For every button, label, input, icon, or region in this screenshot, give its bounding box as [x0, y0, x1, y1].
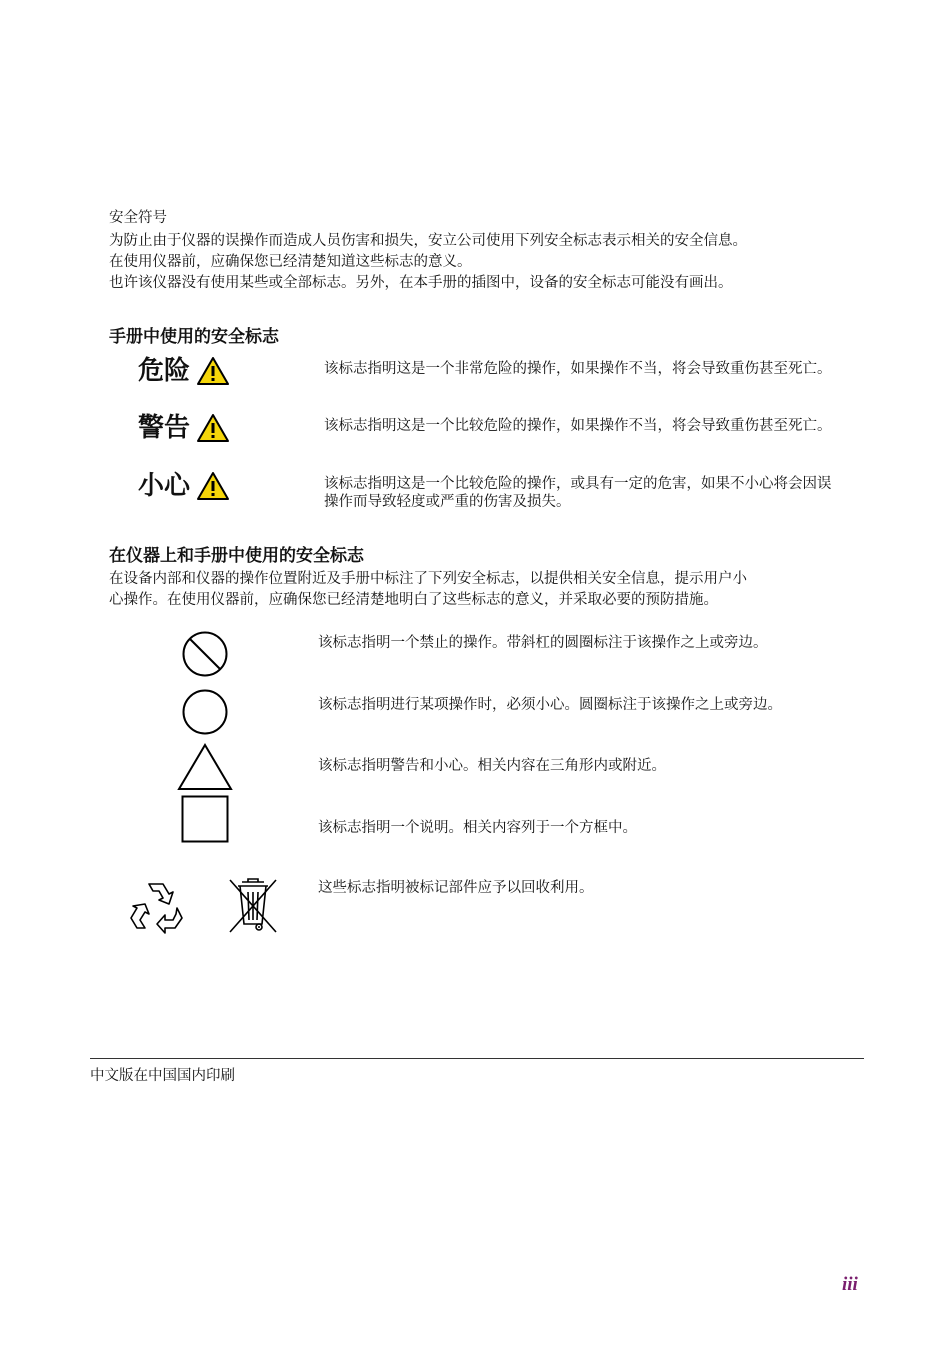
danger-word: 危险 [138, 356, 191, 386]
danger-label [138, 356, 230, 386]
warning-triangle-icon [196, 356, 230, 386]
circle-icon [181, 688, 229, 736]
footer-divider [90, 1058, 864, 1059]
weee-crossed-bin-icon [226, 876, 280, 936]
prohibited-description: 该标志指明一个禁止的操作。带斜杠的圆圈标注于该操作之上或旁边。 [318, 635, 768, 651]
caution-description: 该标志指明这是一个比较危险的操作，或具有一定的危害，如果不小心将会因误操作而导致轻度或严重的伤害及损失。 [324, 476, 832, 510]
instrument-intro-line-1: 在设备内部和仪器的操作位置附近及手册中标注了下列安全标志，以提供相关安全信息，提示用户小 [109, 571, 747, 587]
safety-symbols-title: 安全符号 [109, 210, 167, 226]
square-description: 该标志指明一个说明。相关内容列于一个方框中。 [318, 820, 637, 836]
warning-label [138, 413, 230, 443]
page-number: iii [842, 1274, 858, 1295]
manual-section-heading: 手册中使用的安全标志 [109, 327, 279, 347]
instrument-intro-line-2: 心操作。在使用仪器前，应确保您已经清楚地明白了这些标志的意义，并采取必要的预防措施。 [109, 592, 718, 608]
triangle-description: 该标志指明警告和小心。相关内容在三角形内或附近。 [318, 758, 666, 774]
warning-triangle-icon [196, 413, 230, 443]
recycle-icon [127, 878, 185, 934]
warning-description: 该标志指明这是一个比较危险的操作，如果操作不当，将会导致重伤甚至死亡。 [324, 418, 832, 434]
warning-triangle-icon [196, 471, 230, 501]
caution-word: 小心 [138, 471, 191, 501]
danger-description: 该标志指明这是一个非常危险的操作，如果操作不当，将会导致重伤甚至死亡。 [324, 361, 832, 377]
intro-line-2: 在使用仪器前，应确保您已经清楚知道这些标志的意义。 [109, 254, 472, 270]
instrument-section-heading: 在仪器上和手册中使用的安全标志 [109, 546, 364, 566]
print-location-note: 中文版在中国国内印刷 [90, 1068, 235, 1084]
warning-word: 警告 [138, 413, 191, 443]
caution-label [138, 471, 230, 501]
circle-description: 该标志指明进行某项操作时，必须小心。圆圈标注于该操作之上或旁边。 [318, 697, 782, 713]
intro-line-1: 为防止由于仪器的误操作而造成人员伤害和损失，安立公司使用下列安全标志表示相关的安全信息。 [109, 233, 747, 249]
intro-line-3: 也许该仪器没有使用某些或全部标志。另外，在本手册的插图中，设备的安全标志可能没有画出。 [109, 275, 733, 291]
prohibited-circle-icon [181, 630, 229, 678]
triangle-icon [177, 743, 233, 791]
recycle-description: 这些标志指明被标记部件应予以回收利用。 [318, 880, 594, 896]
square-icon [181, 795, 229, 843]
